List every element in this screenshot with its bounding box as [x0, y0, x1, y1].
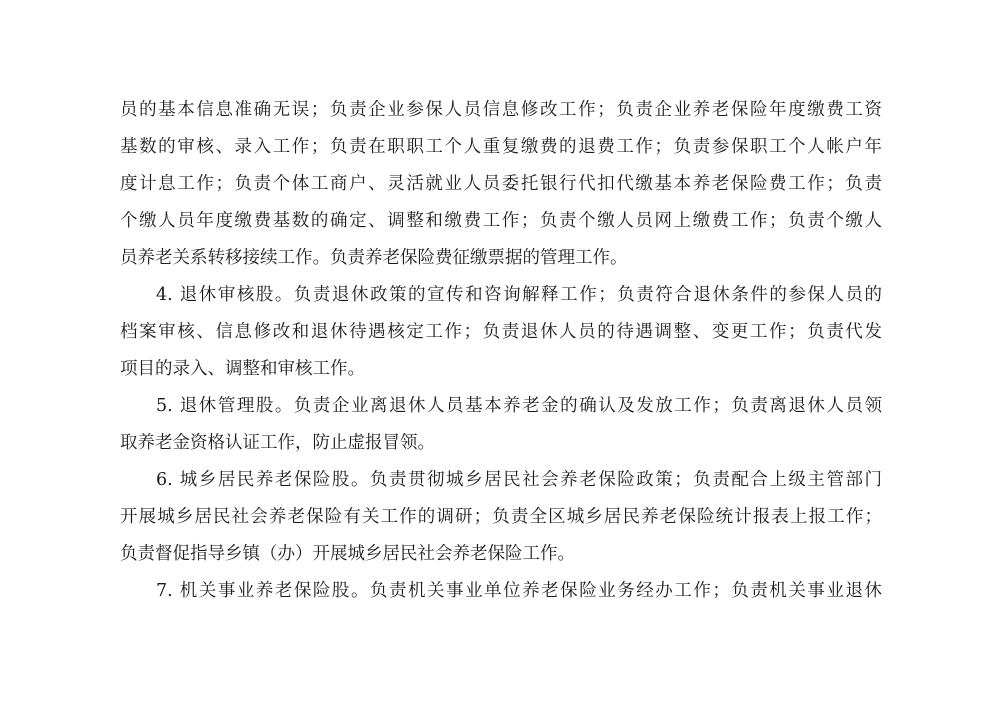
- section-heading-line: 7. 机关事业养老保险股。负责机关事业单位养老保险业务经办工作；负责机关事业退休: [156, 581, 882, 601]
- paragraph-line: 个缴人员年度缴费基数的确定、调整和缴费工作；负责个缴人员网上缴费工作；负责个缴人: [120, 211, 882, 231]
- section-heading-line: 4. 退休审核股。负责退休政策的宣传和咨询解释工作；负责符合退休条件的参保人员的: [156, 285, 882, 305]
- paragraph-line: 档案审核、信息修改和退休待遇核定工作；负责退休人员的待遇调整、变更工作；负责代发: [120, 322, 882, 342]
- section-heading-line: 5. 退休管理股。负责企业离退休人员基本养老金的确认及发放工作；负责离退休人员领: [156, 396, 882, 416]
- paragraph-line: 员的基本信息准确无误；负责企业参保人员信息修改工作；负责企业养老保险年度缴费工资: [120, 100, 882, 120]
- paragraph-line: 取养老金资格认证工作，防止虚报冒领。: [120, 433, 435, 453]
- paragraph-line: 基数的审核、录入工作；负责在职职工个人重复缴费的退费工作；负责参保职工个人帐户年: [120, 137, 882, 157]
- paragraph-line: 员养老关系转移接续工作。负责养老保险费征缴票据的管理工作。: [120, 248, 628, 268]
- paragraph-line: 负责督促指导乡镇（办）开展城乡居民社会养老保险工作。: [120, 544, 575, 564]
- paragraph-line: 项目的录入、调整和审核工作。: [120, 359, 365, 379]
- paragraph-line: 开展城乡居民社会养老保险有关工作的调研；负责全区城乡居民养老保险统计报表上报工作；: [120, 507, 882, 527]
- section-heading-line: 6. 城乡居民养老保险股。负责贯彻城乡居民社会养老保险政策；负责配合上级主管部门: [156, 470, 882, 490]
- paragraph-line: 度计息工作；负责个体工商户、灵活就业人员委托银行代扣代缴基本养老保险费工作；负责: [120, 174, 882, 194]
